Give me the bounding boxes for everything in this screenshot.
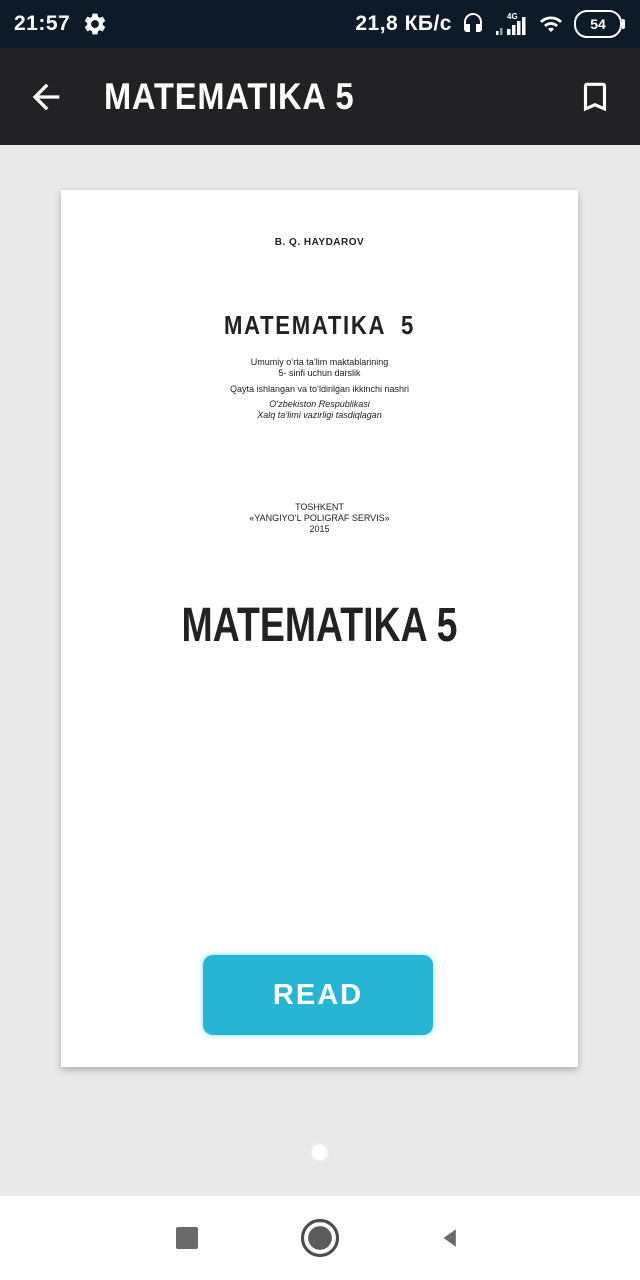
recents-icon: [175, 1226, 199, 1250]
gear-icon: [82, 11, 108, 37]
approval-line-2: Xalq ta’limi vazirligi tasdiqlagan: [257, 410, 382, 420]
home-button[interactable]: [290, 1196, 350, 1280]
audience-note: [61, 357, 578, 379]
nav-back-button[interactable]: [420, 1196, 480, 1280]
home-icon: [299, 1217, 341, 1259]
bookmark-icon: [576, 78, 614, 116]
audience-line-2: 5- sinfi uchun darslik: [278, 368, 361, 378]
battery-icon: [574, 10, 622, 38]
status-bar: [0, 0, 640, 48]
back-arrow-icon: [26, 77, 66, 117]
book-cover-card: [61, 190, 578, 1067]
imprint-publisher: «YANGIYO‘L POLIGRAF SERVIS»: [249, 513, 390, 523]
recents-button[interactable]: [157, 1196, 217, 1280]
app-bar: [0, 48, 640, 145]
status-bar-left: [14, 11, 108, 37]
approval-note: [61, 399, 578, 421]
cover-title: MATEMATIKA 5: [223, 310, 416, 340]
imprint-year: 2015: [309, 524, 330, 534]
status-bar-right: [355, 10, 626, 38]
audience-line-1: Umumiy o‘rta ta’lim maktablarining: [250, 357, 389, 367]
page-title: MATEMATIKA 5: [104, 75, 355, 117]
approval-line-1: O‘zbekiston Respublikasi: [269, 399, 370, 409]
back-button[interactable]: [26, 77, 66, 117]
read-button[interactable]: READ: [203, 955, 433, 1035]
author-line: B. Q. HAYDAROV: [274, 237, 365, 248]
page-indicator-dot: [312, 1145, 327, 1160]
edition-note: Qayta ishlangan va to‘ldirilgan ikkinchi nashri: [229, 384, 410, 394]
android-nav-bar: [0, 1196, 640, 1280]
clock: 21:57: [14, 12, 71, 35]
imprint-block: [61, 502, 578, 535]
battery-level: 54: [590, 16, 606, 32]
bookmark-button[interactable]: [576, 78, 614, 116]
book-big-title: MATEMATIKA 5: [181, 599, 458, 652]
signal-4g-icon: [494, 10, 528, 38]
headset-icon: [461, 12, 485, 36]
imprint-city: TOSHKENT: [295, 502, 344, 512]
wifi-icon: [537, 12, 565, 36]
nav-back-icon: [436, 1224, 464, 1252]
network-type-label: 4G: [507, 12, 518, 21]
network-speed: 21,8 КБ/с: [355, 12, 452, 35]
